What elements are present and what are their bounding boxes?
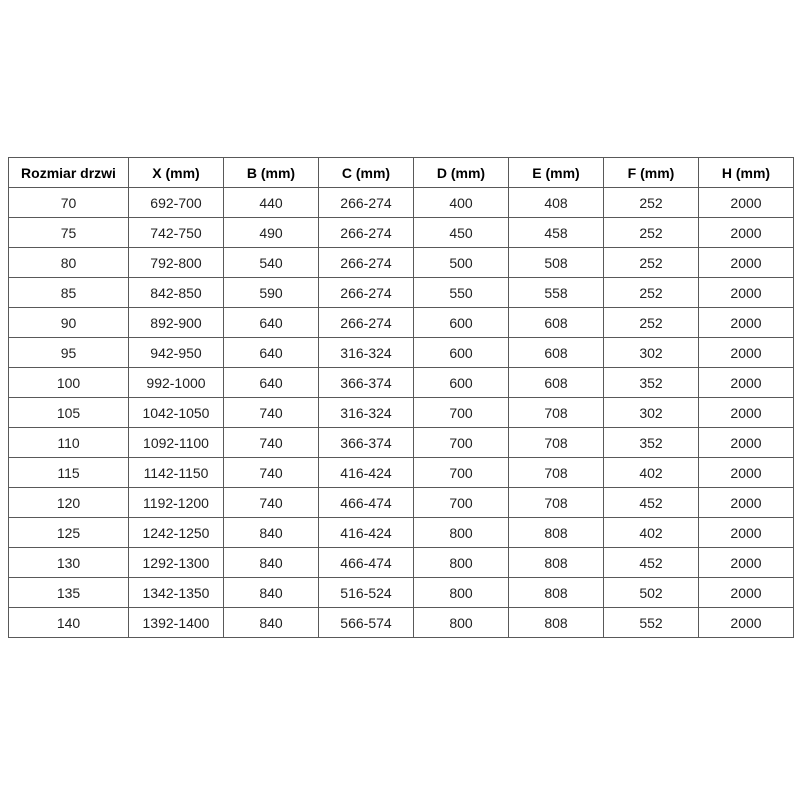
table-cell: 1192-1200 [129,488,224,518]
table-cell: 266-274 [319,308,414,338]
table-cell: 316-324 [319,338,414,368]
table-cell: 800 [414,548,509,578]
table-cell: 2000 [699,398,794,428]
table-cell: 2000 [699,458,794,488]
table-cell: 2000 [699,248,794,278]
table-cell: 608 [509,308,604,338]
table-cell: 440 [224,188,319,218]
table-cell: 85 [9,278,129,308]
table-cell: 252 [604,188,699,218]
table-cell: 502 [604,578,699,608]
table-cell: 2000 [699,308,794,338]
table-row [9,458,794,488]
table-row [9,548,794,578]
table-cell: 708 [509,458,604,488]
table-cell: 640 [224,308,319,338]
header-row [9,158,794,188]
table-cell: 490 [224,218,319,248]
table-cell: 452 [604,548,699,578]
table-cell: 2000 [699,578,794,608]
table-row [9,518,794,548]
table-cell: 808 [509,578,604,608]
table-cell: 115 [9,458,129,488]
table-cell: 800 [414,518,509,548]
table-cell: 892-900 [129,308,224,338]
table-cell: 80 [9,248,129,278]
table-cell: 416-424 [319,518,414,548]
column-header: B (mm) [224,158,319,188]
table-cell: 608 [509,338,604,368]
table-row [9,488,794,518]
table-cell: 1042-1050 [129,398,224,428]
column-header: D (mm) [414,158,509,188]
table-cell: 1342-1350 [129,578,224,608]
table-cell: 590 [224,278,319,308]
table-cell: 70 [9,188,129,218]
table-cell: 692-700 [129,188,224,218]
table-cell: 840 [224,608,319,638]
table-cell: 90 [9,308,129,338]
table-cell: 95 [9,338,129,368]
table-cell: 552 [604,608,699,638]
table-cell: 266-274 [319,218,414,248]
table-cell: 740 [224,398,319,428]
table-cell: 352 [604,368,699,398]
table-cell: 252 [604,308,699,338]
table-cell: 252 [604,218,699,248]
table-cell: 120 [9,488,129,518]
table-cell: 842-850 [129,278,224,308]
table-cell: 266-274 [319,248,414,278]
table-cell: 740 [224,488,319,518]
table-cell: 700 [414,428,509,458]
table-cell: 316-324 [319,398,414,428]
table-cell: 700 [414,488,509,518]
table-cell: 366-374 [319,428,414,458]
table-cell: 105 [9,398,129,428]
table-cell: 2000 [699,488,794,518]
table-cell: 600 [414,338,509,368]
column-header: C (mm) [319,158,414,188]
table-cell: 840 [224,548,319,578]
table-cell: 452 [604,488,699,518]
table-cell: 808 [509,548,604,578]
table-cell: 2000 [699,368,794,398]
table-cell: 466-474 [319,488,414,518]
table-row [9,278,794,308]
table-cell: 740 [224,458,319,488]
table-cell: 1292-1300 [129,548,224,578]
table-cell: 800 [414,608,509,638]
table-cell: 1092-1100 [129,428,224,458]
column-header: Rozmiar drzwi [9,158,129,188]
table-cell: 266-274 [319,188,414,218]
table-cell: 458 [509,218,604,248]
table-cell: 125 [9,518,129,548]
table-cell: 2000 [699,188,794,218]
table-cell: 992-1000 [129,368,224,398]
table-cell: 140 [9,608,129,638]
table-cell: 2000 [699,428,794,458]
table-row [9,608,794,638]
table-row [9,308,794,338]
table-cell: 800 [414,578,509,608]
table-cell: 110 [9,428,129,458]
table-cell: 558 [509,278,604,308]
table-header [9,158,794,188]
table-cell: 135 [9,578,129,608]
table-cell: 2000 [699,518,794,548]
table-row [9,398,794,428]
table-cell: 600 [414,308,509,338]
column-header: X (mm) [129,158,224,188]
table-cell: 400 [414,188,509,218]
table-cell: 808 [509,518,604,548]
table-cell: 252 [604,278,699,308]
table-row [9,338,794,368]
table-cell: 708 [509,398,604,428]
table-cell: 808 [509,608,604,638]
table-row [9,368,794,398]
table-cell: 640 [224,368,319,398]
table-cell: 540 [224,248,319,278]
table-cell: 2000 [699,338,794,368]
table-cell: 500 [414,248,509,278]
table-cell: 450 [414,218,509,248]
column-header: E (mm) [509,158,604,188]
table-cell: 942-950 [129,338,224,368]
table-cell: 840 [224,518,319,548]
table-cell: 75 [9,218,129,248]
column-header: H (mm) [699,158,794,188]
table-cell: 742-750 [129,218,224,248]
table-cell: 2000 [699,278,794,308]
table-cell: 708 [509,488,604,518]
table-cell: 402 [604,458,699,488]
table-cell: 550 [414,278,509,308]
table-cell: 792-800 [129,248,224,278]
table-cell: 700 [414,458,509,488]
table-cell: 640 [224,338,319,368]
table-row [9,428,794,458]
table-cell: 408 [509,188,604,218]
table-cell: 708 [509,428,604,458]
table-cell: 1242-1250 [129,518,224,548]
table-cell: 608 [509,368,604,398]
table-cell: 700 [414,398,509,428]
table-cell: 740 [224,428,319,458]
table-cell: 1142-1150 [129,458,224,488]
table-cell: 1392-1400 [129,608,224,638]
table-cell: 302 [604,338,699,368]
table-cell: 100 [9,368,129,398]
table-body [9,188,794,638]
table-cell: 566-574 [319,608,414,638]
table-cell: 266-274 [319,278,414,308]
table-cell: 302 [604,398,699,428]
door-sizes-table [8,157,794,638]
table-cell: 840 [224,578,319,608]
table-cell: 2000 [699,548,794,578]
table-cell: 402 [604,518,699,548]
table-row [9,188,794,218]
table-cell: 508 [509,248,604,278]
table-cell: 416-424 [319,458,414,488]
table-cell: 130 [9,548,129,578]
table-cell: 352 [604,428,699,458]
table-cell: 2000 [699,218,794,248]
table-cell: 516-524 [319,578,414,608]
table-cell: 366-374 [319,368,414,398]
table-row [9,218,794,248]
table-row [9,248,794,278]
table-cell: 466-474 [319,548,414,578]
table-cell: 2000 [699,608,794,638]
table-row [9,578,794,608]
column-header: F (mm) [604,158,699,188]
table-cell: 252 [604,248,699,278]
table-cell: 600 [414,368,509,398]
